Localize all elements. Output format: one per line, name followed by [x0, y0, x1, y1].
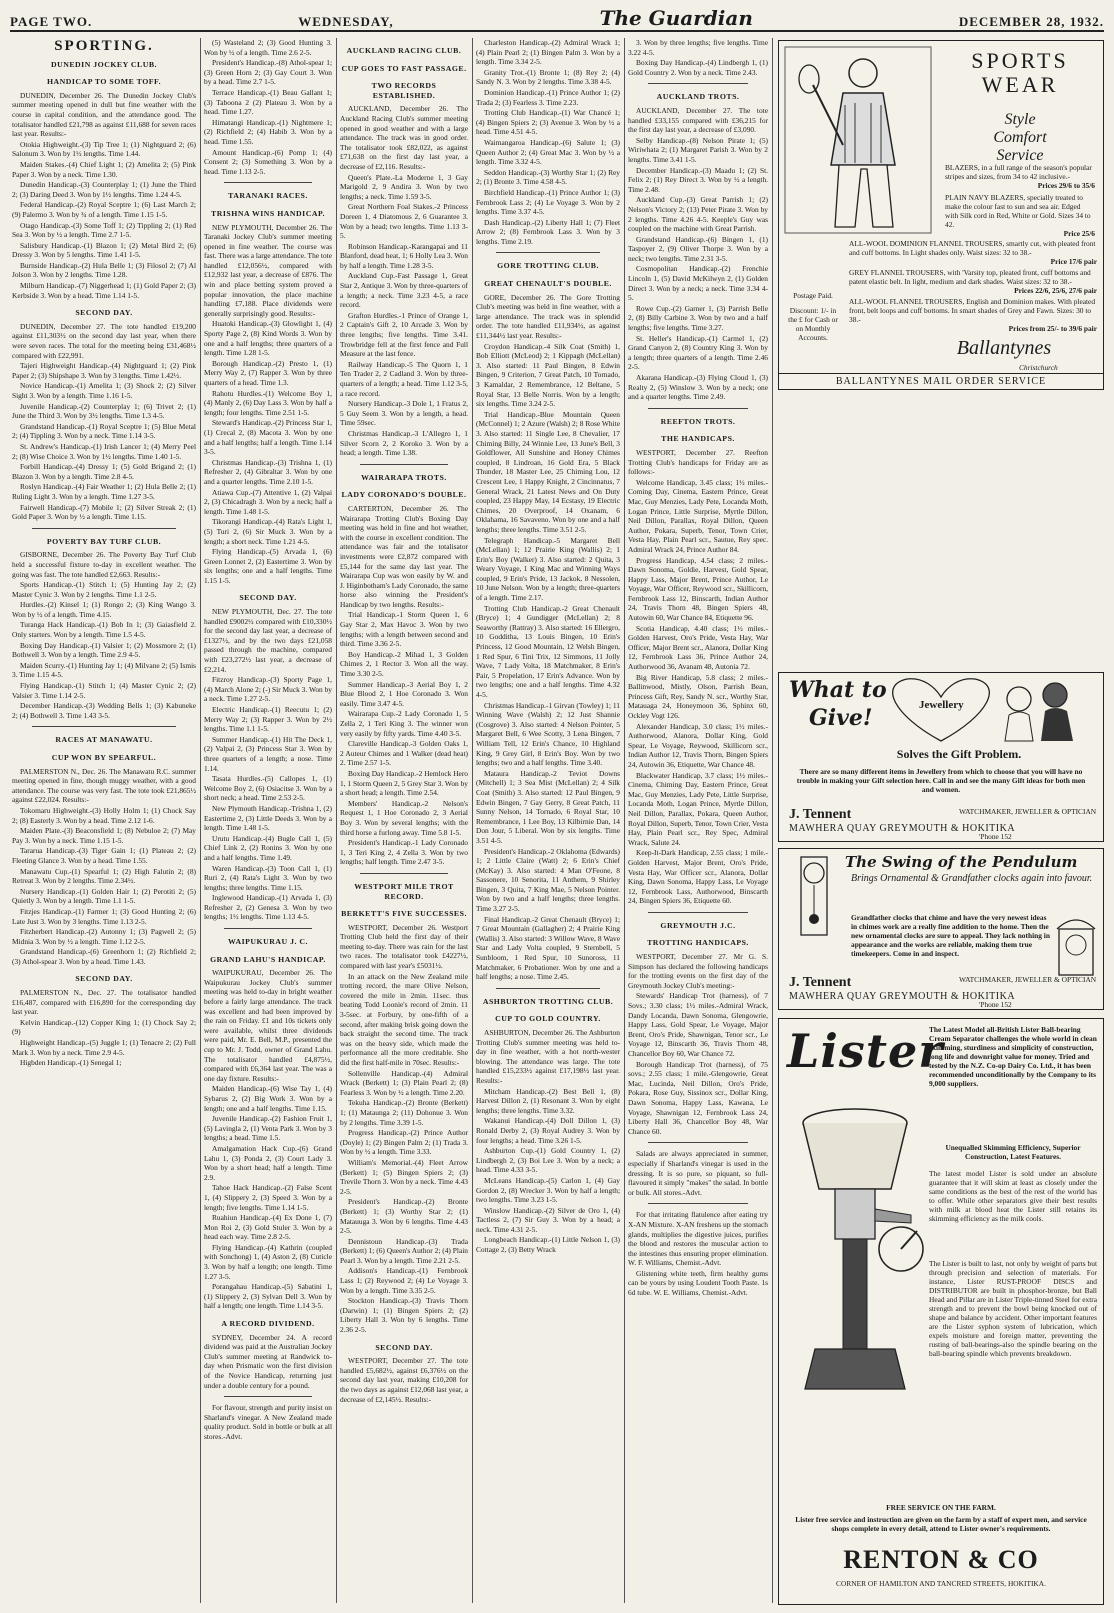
article-subheading: SECOND DAY.: [375, 1342, 433, 1352]
result-text: Blackwater Handicap, 3.7 class; 1½ miles.-Cinema, Chiming Day, Eastern Prince, Great Mac, Guy Menzies, Lady Pete, Little Surprise, Locanda Moth, Logan Prince, Myrtle Dillon, Neil Dillon, Parallax, Pokara, Queen Author, Royal Dillon, Superb, Tenor, Town Crier, Vesta Hay, Plain Pearl scr., Rey Spec, Admiral Wrack, Salute 24.: [628, 770, 768, 847]
clock-icon: [785, 855, 843, 937]
article-text: CARTERTON, December 26. The Wairarapa Trotting Club's Boxing Day meeting was held in fine and hot weather, with the course in excellent condition. The attendance was fair and the totalisator investments were £2,872 compared with £5,144 for the same day last year. The Wairarapa Cup was won easily by W. and J. Higinbotham's Lady Coronado, the same horse also winning the President's Handicap by two lengths. Results:-: [340, 503, 468, 609]
ad-headline: The Swing of the Pendulum: [845, 853, 1078, 871]
section-heading: SPORTING.: [54, 38, 154, 54]
result-text: Cosmopolitan Handicap.-(2) Frenchie Lincoln 1, (5) David McKilwyn 2, (1) Golden Direct 3. Won by a neck; a neck. Time 3.34 4-5.: [628, 264, 768, 303]
result-text: Members' Handicap.-2 Nelson's Request 1, 1 Hoe Coronado 2, 3 Aerial Boy 3. Won by several lengths; with the third horse a furlong away. Time 5.8 1-5.: [340, 798, 468, 837]
column-rule: [624, 38, 625, 1603]
ad-trade: WATCHMAKER, JEWELLER & OPTICIAN: [959, 807, 1097, 816]
result-text: Highweight Handicap.-(5) Juggle 1; (1) Tenacre 2; (2) Full Mark 3. Won by a neck. Time 2.9 4-5.: [12, 1038, 196, 1057]
column-rule: [200, 38, 201, 1603]
article-heading: AUCKLAND TROTS.: [656, 92, 740, 102]
article-text: ASHBURTON, December 26. The Ashburton Trotting Club's summer meeting was held to-day in fine weather, with a hot north-wester blowing. The attendance was large. The tote handled £15,233½ against £17,198½ last year. Results:-: [476, 1028, 620, 1085]
result-text: Turanga Hack Handicap.-(1) Bob In 1; (3) Gaiasfield 2. Only starters. Won by a length. Time 1.5 4-5.: [12, 620, 196, 640]
result-text: Railway Handicap.-5 The Quorn 1, 1 Ten Trader 2, 2 Cadland 3. Won by three-quarters of a length; a head. Time 1.12 3-5, a race record.: [340, 359, 468, 398]
ad-subheading: Solves the Gift Problem.: [896, 747, 1022, 761]
result-text: President's Handicap.-(2) Bronte (Berkett) 1; (3) Worthy Star 2; (1) Matauuga 3. Won by 6 lengths. Time 4.43 2-5.: [340, 1197, 468, 1236]
result-text: Welcome Handicap, 3.45 class; 1½ miles.-Coming Day, Cinema, Eastern Prince, Great Mac, Guy Menzies, Lady Pete, Locanda Moth, Logan Prince, Little Surprise, Myrtle Dillon, Neil Dillon, Parallax, Royal Dillon, Queen Author, Pokara, Superb, Tenor, Town Crier, Vesta Hay, Plain Pearl scr., Sautue, Rey spec. Admiral Wrack 24, Prince Author 84.: [628, 477, 768, 554]
product-price: Price 17/6 pair: [1050, 257, 1097, 266]
result-text: Selby Handicap.-(8) Nelson Pirate 1; (5) Wiriwhata 2; (1) Margaret Parish 3. Won by 2 lengths. Time 3.41 1-5.: [628, 135, 768, 164]
product-price: Prices 29/6 to 35/6: [1037, 181, 1095, 190]
result-text: Porangahau Handicap.-(5) Sabatini 1, (1) Slippery 2, (3) Sylvan Dell 3. Won by half a length; one length. Time 1.14 3-5.: [204, 1282, 332, 1311]
result-text: Maiden Scurry.-(1) Hunting Jay 1; (4) Milvane 2; (5) Ismis 3. Time 1.15 4-5.: [12, 660, 196, 680]
article-subheading: BERKETT'S FIVE SUCCESSES.: [341, 909, 467, 919]
result-text: Waimangaroa Handicap.-(6) Salute 1; (3) Queen Author 2; (4) Great Mac 3. Won by ½ a length. Time 3.32 4-5.: [476, 137, 620, 167]
article-heading: POVERTY BAY TURF CLUB.: [46, 536, 162, 546]
day-label: WEDNESDAY,: [298, 14, 394, 29]
result-text: Tekuha Handicap.-(2) Bronte (Berkett) 1; (1) Mataunga 2; (11) Dohonue 3. Won by 2 lengths. Time 3.39 1-5.: [340, 1098, 468, 1127]
divider: [648, 83, 748, 84]
article-text: DUNEDIN, December 27. The tote handled £19,200 against £11,303½ on the second day last year, when there were seven races. The total for the meeting being £31,468½ compared with £22,991.: [12, 321, 196, 360]
result-text: Juvenile Handicap.-(2) Counterplay 1; (6) Trivet 2; (1) June the Third 3. Won by 3½ lengths. Time 1.3 4-5.: [12, 401, 196, 421]
result-text: New Plymouth Handicap.-Trishna 1, (2) Eastertime 2, (3) Little Deeds 3. Won by a length. Time 1.48 1-5.: [204, 803, 332, 833]
article-subheading: SECOND DAY.: [75, 974, 133, 984]
ad-footer: BALLANTYNES MAIL ORDER SERVICE: [779, 373, 1103, 387]
result-text: Flying Handicap.-(5) Arvada 1, (6) Green Lonnet 2, (2) Eastertime 3. Won by six lengths; one and a half lengths. Time 1.15 1-5.: [204, 547, 332, 585]
result-text: December Handicap.-(3) Wedding Bells 1; (3) Kabuneke 2; (4) Bothwell 3. Time 1.43 3-5.: [12, 701, 196, 720]
masthead: [10, 4, 1104, 32]
result-text: Fitzherbert Handicap.-(2) Autonny 1; (3) Pagwell 2; (5) Midnia 3. Won by ½ a length. Time 1.12 2-5.: [12, 927, 196, 946]
product-description: ALL-WOOL FLANNEL TROUSERS, English and Dominion makes. With pleated front, belt loops and cuff bottoms. In smart shades of Grey and Fawn. Sizes: 30 to 38.-: [849, 297, 1096, 324]
result-text: Sollenville Handicap.-(4) Admiral Wrack (Berkett) 1; (3) Plain Pearl 2; (8) Fearless 3. Won by ½ a length. Time 2.20.: [340, 1068, 468, 1097]
result-text: Nursery Handicap.-3 Dole 1, 1 Fratus 2, 5 Guy Seem 3. Won by a length, a head. Time 59sec.: [340, 399, 468, 428]
result-text: Otago Handicap.-(3) Some Toff 1; (2) Tippling 2; (1) Red Sea 3. Won by ½ a length. Time 2.7 1-5.: [12, 220, 196, 240]
ad-headline: What to: [789, 677, 887, 703]
product-price: Prices from 25/- to 39/6 pair: [1008, 324, 1097, 333]
ad-phone: 'Phone 152: [979, 832, 1012, 841]
article-text: PALMERSTON N., Dec. 27. The totalisator handled £16,487, compared with £16,890 for the corresponding day last year.: [12, 988, 196, 1017]
divider: [648, 1203, 748, 1204]
column-3: [340, 38, 468, 1603]
result-text: Huatoki Handicap.-(3) Glowlight 1, (4) Sporty Page 2, (8) Kind Words 3. Won by one and a half lengths; three quarters of a length. Time 1.28 1-5.: [204, 319, 332, 358]
article-text: GORE, December 26. The Gore Trotting Club's meeting was held in fine weather, with a large attendance. The track was in splendid order. The tote handled £11,934½, as against £11,344½ last year. Results:-: [476, 292, 620, 341]
result-text: Juvenile Handicap.-(2) Fashion Fruit 1, (5) Lavingla 2, (1) Venta Park 3. Won by 3 lengths; a head. Time 1.5.: [204, 1114, 332, 1143]
result-text: Trial Handicap.-Blue Mountain Queen (McConnel) 1; 2 Azure (Walsh) 2; 8 Rose White 3. Also started: 11 Single Lee, 8 Chevalier, 17 Chiming Billy, 24 Winnie Lee, 13 June's Bell, 3 Goldflower, All Sunshine and Honey Chimes coupled, 8 Lindroan, 16 Gold Era, 5 Black Thunder, 18 Master Lee, 25 Chiming Lou, 12 Crescent Lee, 1 Happy Knight, 2 Cincinnatus, 7 General Wrack, 21 Latest News and On Duty coupled, 23 Happy May, 14 Ecstasy, 19 Electric Chimes, 20 Overproof, 14 Oxanam, 6 Oklahama, 16 Savaveno. Won by one and a half lengths; three lengths. Time 3.51 2-5.: [476, 409, 620, 534]
result-text: Boxing Day Handicap.-(1) Valsier 1; (2) Mossmore 2; (1) Bothwell 3. Won by a length. Time 2.9 4-5.: [12, 640, 196, 660]
result-text: Dunedin Handicap.-(3) Counterplay 1; (1) June the Third 2; (3) Daring Deed 3. Won by 1½ lengths. Time 1.24 4-5.: [12, 180, 196, 199]
result-text: Croydon Handicap.-4 Silk Coat (Smith) 1, Bob Elliott (McLeod) 2; 1 Kippagh (McLellan) 3. Also started: 11 Paul Bingen, 8 Edwin Bingen, 9 Criterion, 7 Great Patch, 10 Tornado, 3 Kamaldar, 2 Remembrance, 12 Beltane, 5 Royal Star, 13 Belle Norris. Won by a length; six lengths. Time 3.24 2-5.: [476, 341, 620, 409]
result-text: Tikorangi Handicap.-(4) Rata's Light 1, (5) Turi 2, (6) Sir Muck 3. Won by a length; a short neck. Time 1.21 4-5.: [204, 517, 332, 546]
advert-text: For flavour, strength and purity insist on Sharland's vinegar. A New Zealand made quality product. Sold in bottle or bulk at all stores.-Advt.: [204, 1403, 332, 1441]
result-text: Great Northern Foal Stakes.-2 Princess Doreen 1, 4 Diatomous 2, 6 Guarantee 3. Won by a head; two lengths. Time 1.13 3-5.: [340, 202, 468, 241]
result-text: Forbill Handicap.-(4) Dressy 1; (5) Gold Brigand 2; (1) Blazon 3. Won by a length. Time 2.8 4-5.: [12, 462, 196, 481]
article-text: AUCKLAND, December 27. The tote handled £33,155 compared with £36,215 for the first day last year, a decrease of £3,090.: [628, 105, 768, 135]
article-subheading: TWO RECORDS ESTABLISHED.: [371, 81, 437, 100]
article-heading: WESTPORT MILE TROT RECORD.: [354, 881, 454, 901]
divider: [32, 528, 176, 529]
ad-address: CORNER OF HAMILTON AND TANCRED STREETS, HOKITIKA.: [836, 1579, 1046, 1588]
divider: [648, 1142, 748, 1143]
result-text: Amalgamation Hack Cup.-(6) Grand Lahu 1, (3) Ponda 2, (3) Court Lady 3. Won by a short head; half a length. Time 2.9.: [204, 1143, 332, 1182]
result-text: Higbden Handicap.-(1) Senegal 1;: [20, 1058, 122, 1068]
discount-note: Discount: 1/- in the £ for Cash or on Monthly Accounts.: [788, 306, 838, 342]
article-subheading: THE HANDICAPS.: [661, 434, 735, 444]
article-subheading: GRAND LAHU'S HANDICAP.: [210, 954, 326, 964]
ad-address: MAWHERA QUAY GREYMOUTH & HOKITIKA: [789, 823, 1016, 834]
result-text: Longbeach Handicap.-(1) Little Nelson 1, (3) Cottage 2, (3) Betty Wrack: [476, 1235, 620, 1255]
result-text: Dash Handicap.-(2) Liberty Hall 1; (7) Fleet Arrow 2; (8) Fernbrook Lass 3. Won by 3 lengths. Time 2.19.: [476, 217, 620, 246]
result-text: Mataura Handicap.-2 Teviot Downs (Mitchell) 1; 3 Sea Mist (McLellan) 2; 4 Silk Coat (Smith) 3. Also started: 12 Paul Bingen, 9 Edwin Bingen, 7 Gay Gerry, 8 Great Patch, 11 Sunny Nelson, 14 Tornado, 6 Royal Star, 10 Remembrance, 1 Lee Boy, 13 Kilbirnie Dan, 14 Don Jour, 5 Liberal. Won by six lengths. Time 3.51 4-5.: [476, 768, 620, 845]
result-text: Borough Handicap Trot (harness), of 75 sovs.; 2.55 class; 1 mile.-Glengowrie, Great Mac, Lucinda, Neil Dillon, Oro's Pride, Pokara, Rose Guy, Sissinox scr., Dollar King, Dawn Sonoma, Happy Lass, Kawana, Le Voyage, Shawnigan 12, Fernbrook Lass 24, Liberty Hall 36, Chancellor Boy 48, War Chance 60.: [628, 1059, 768, 1136]
result-text: Hurdles.-(2) Kinsel 1; (1) Rongo 2; (3) King Wango 3. Won by ½ of a length. Time 4.15.: [12, 600, 196, 619]
product-description: GREY FLANNEL TROUSERS, with 'Varsity top, pleated front, cuff bottoms and patent elastic belt. In light, medium and dark shades. Waist sizes: 32 to 38.-: [849, 268, 1091, 286]
article-subheading: SECOND DAY.: [75, 308, 133, 318]
result-text: Grandstand Handicap.-(6) Bingen 1, (1) Taspoyer 2, (9) Oliver Thorpe 3. Won by a neck; two lengths. Time 2.31 3-5.: [628, 234, 768, 263]
article-heading: ASHBURTON TROTTING CLUB.: [482, 996, 614, 1006]
result-text: Grandstand Handicap.-(1) Royal Sceptre 1; (5) Blue Metal 2; (4) Tippling 3. Won by a neck. Time 1.14 3-5.: [12, 421, 196, 441]
result-text: Queen's Plate.-La Moderne 1, 3 Gay Marigold 2, 9 Andira 3. Won by two lengths; a neck. Time 1.59 3-5.: [340, 172, 468, 201]
article-heading: WAIRARAPA TROTS.: [361, 472, 447, 482]
result-text: Nursery Handicap.-(1) Golden Hair 1; (2) Perotiti 2; (5) Quietly 3. Won by a length. Time 1.1 1-5.: [12, 886, 196, 906]
result-text: Summer Handicap.-(1) Hit The Deck 1, (2) Valpai 2, (3) Princess Star 3. Won by three quarters of a length; a nose. Time 1.14.: [204, 734, 332, 773]
divider: [360, 464, 448, 465]
ad-service-heading: FREE SERVICE ON THE FARM.: [886, 1503, 996, 1512]
ad-body: The Lister is built to last, not only by weight of parts but through precision and selection of materials. For instance, Lister RUST-PROOF DISCS and DISTRIBUTOR are built in phosphor-bronze, but Ball Head and Pillar are in Lister Triple-tinned Steel for extra strength and to prevent the bowl being knocked out of shape and balance by accident. Other important features are the Lister syphon system of lubrication, which expels moisture and foreign matter, preventing the rusting of ball-bearings-also the spindle bearing on the ball-bearing spindle which prevents breakdown.: [929, 1259, 1097, 1358]
result-text: Clareville Handicap.-3 Golden Oaks 1, 2 Auteur Chimes and 1 Walker (dead heat) 2. Time 2.57 1-5.: [340, 739, 468, 768]
article-subheading: GREAT CHENAULT'S DOUBLE.: [484, 279, 612, 289]
result-text: Granity Trot.-(1) Bronte 1; (8) Rey 2; (4) Sandy N. 3. Won by 2 lengths. Time 3.38 4-5.: [476, 67, 620, 87]
divider: [224, 182, 312, 183]
article-text: NEW PLYMOUTH, December 26. The Taranaki Jockey Club's summer meeting opened in fine weather. The course was fast. There was a large attendance. The tote handled £12,056½, compared with £12,932 last year, a decrease of £876. The win and place betting system proved a popular innovation, the place machine handling £7,188. Place dividends were generally surprisingly good. Results:-: [204, 222, 332, 318]
result-text: Rowe Cup.-(2) Garner 1, (3) Parrish Belle 2, (8) Billy Carbine 3. Won by two and a half lengths; five lengths. Time 3.27.: [628, 303, 768, 333]
result-text: Otokia Highweight.-(3) Tip Tree 1; (1) Nightguard 2; (6) Salonum 3. Won by 1½ lengths. Time 1.44.: [12, 139, 196, 159]
result-text: Auckland Cup.-(3) Great Parrish 1; (2) Nelson's Victory 2; (13) Peter Pirate 3. Won by 2 lengths. Time 4.26 4-5. Keeple's Guy was coupled on the machine with Great Parrish.: [628, 195, 768, 234]
article-subheading: TROTTING HANDICAPS.: [647, 938, 749, 948]
signature-logo: Ballantynes: [956, 337, 1052, 359]
result-text: Fitzjes Handicap.-(1) Farmer 1; (3) Good Hunting 2; (6) Late Just 3. Won by 3 lengths. Time 1.13 2-5.: [12, 906, 196, 926]
divider: [224, 928, 312, 929]
result-text: Urutu Handicap.-(4) Bugle Call 1, (5) Chief Link 2, (2) Ronins 3. Won by one and a half lengths. Time 1.49.: [204, 833, 332, 862]
result-text: Terrace Handicap.-(1) Beau Gallant 1; (3) Taboona 2 (2) Plateau 3. Won by a head. Time 1.27.: [204, 87, 332, 117]
result-text: Tajeri Highweight Handicap.-(4) Nightguard 1; (2) Pink Paper 2; (3) Shipshape 3. Won by 3 lengths. Time 1.42½.: [12, 361, 196, 380]
advert-text: For that irritating flatulence after eating try X-AN Mixture. X-AN freshens up the stomach glands, multiplies the digestive juices, purifies the blood and restores the muscular action to the intestines thus ensuring proper elimination. W. F. Williams, Chemist.-Advt.: [628, 1210, 768, 1268]
sportsman-illustration: [783, 45, 933, 235]
result-text: Fitzroy Handicap.-(3) Sporty Page 1, (4) March Alone 2; (-) Sir Muck 3. Won by a neck. Time 1.27 2-5.: [204, 675, 332, 704]
article-heading: DUNEDIN JOCKEY CLUB.: [50, 59, 158, 69]
divider: [648, 408, 748, 409]
result-text: Burnside Handicap.-(2) Hula Belle 1; (3) Filosol 2; (7) Al Jolson 3. Won by 2 lengths. Time 1.28.: [12, 260, 196, 280]
article-heading: A RECORD DIVIDEND.: [221, 1319, 315, 1329]
divider: [496, 988, 600, 989]
result-text: St. Heller's Handicap.-(1) Carmel 1, (2) Grand Canyon 2, (8) Country King 3. Won by a length; three quarters of a length. Time 2.46 2-5.: [628, 333, 768, 372]
ad-headline: Give!: [809, 705, 873, 731]
result-text: Ashburton Cup.-(1) Gold Country 1, (2) Lindbergh 2, (3) Boi Lee 3. Won by a neck; a head. Time 4.33 3-5.: [476, 1146, 620, 1175]
column-rule: [336, 38, 337, 1603]
ad-subheading: Brings Ornamental & Grandfather clocks again into favour.: [851, 873, 1093, 884]
result-text: Alexander Handicap, 3.0 class; 1½ miles.-Authorwood, Alanora, Dollar King, Gold Spear, Le Voyage, Reywood, Skillicorn scr., Indian Author 12, Travis Thorn, Bingen Spiers 24, Autowin 36, Etiquette, War Chance 48.: [628, 721, 768, 769]
divider: [32, 726, 176, 727]
mantel-clock-icon: [1053, 909, 1099, 979]
result-text: Waren Handicap.-(3) Toon Call 1, (1) Ruri 2, (4) Rata's Light 3. Won by two lengths; three lengths. Time 1.15.: [204, 863, 332, 892]
result-text: Tahoe Hack Handicap.-(2) False Scent 1, (4) Slippery 2, (3) Speed 3. Won by a length; five lengths. Time 1.14 1-5.: [204, 1183, 332, 1212]
ad-address: MAWHERA QUAY GREYMOUTH & HOKITIKA: [789, 991, 1016, 1002]
ad-service-text: Lister free service and instruction are given on the farm by a staff of expert men, and service shops complete in every detail, attend to Lister owner's requirements.: [795, 1515, 1087, 1533]
postage-note: Postage Paid.: [793, 291, 833, 300]
article-heading: GREYMOUTH J.C.: [660, 920, 736, 930]
article-text: WAIPUKURAU, December 26. The Waipukurau Jockey Club's summer meeting was held to-day in bright weather before a fairly large attendance. The track was excellent and had been improved by the rain on Friday. £1 and 10s tickets only were available, whilst three dividends were paid, Mr. E. Bell, M.P., presented the cup to Mr. J. Todd, owner of Grand Lahu. The totalisator handled £4,875½, compared with £6,364 last year. The was a one day fixture. Results:-: [204, 968, 332, 1083]
result-text: Amount Handicap.-(6) Pomp 1; (4) Consent 2; (3) Something 3. Won by a head. Time 1.13 2-5.: [204, 147, 332, 176]
result-text: President's Handicap.-2 Oklahoma (Edwards) 1; 2 Little Claire (Watt) 2; 6 Erin's Chief (McKay) 3. Also started: 4 Man O'Feone, 8 Sassonere, 10 Senorita, 11 Anthem, 9 Shirley Bingen, 3 Quita, 7 King Mae, 5 Nelson Pointer. Won by two and a half lengths; three lengths. Time 3.27 2-5.: [476, 846, 620, 914]
result-text: Stewards' Handicap Trot (harness), of 7 Sovs.; 3.30 class; 1½ miles.-Admiral Wrack, Dandy Locanda, Dawn Sonoma, Glengowrie, Happy Lass, Gold Spear, Le Voyage, Major Brent, Oro's Pride, Shawnigan, Tenor scr., Le Voyage 12, Binscarth 36, Travis Thorn 48, Chancellor Boy 60, War Chance 72.: [628, 991, 768, 1058]
article-subheading: CUP GOES TO FAST PASSAGE.: [341, 63, 467, 73]
product-description: ALL-WOOL DOMINION FLANNEL TROUSERS, smartly cut, with pleated front and cuff bottoms. In Light shades only. Waist sizes: 32 to 38.-: [849, 239, 1096, 257]
ad-claim: Unequalled Skimming Efficiency, Superior Construction, Latest Features.: [945, 1143, 1081, 1161]
result-text: Federal Handicap.-(2) Royal Sceptre 1; (6) Last March 2; (9) Palermo 3. Won by ¾ of a length. Time 1.15 1-5.: [12, 200, 196, 219]
ad-trade: WATCHMAKER, JEWELLER & OPTICIAN: [959, 975, 1097, 984]
article-text: SYDNEY, December 24. A record dividend was paid at the Australian Jockey Club's summer meeting at Randwick to-day when Prismatic won the first division of the Novice Handicap, returning just under a double century for a pound.: [204, 1332, 332, 1390]
result-text: Milburn Handicap.-(7) Niggerhead 1; (1) Gold Paper 2; (3) Kerbside 3. Won by a head. Time 1.14 1-5.: [12, 281, 196, 300]
article-subheading: CUP WON BY SPEARFUL.: [51, 753, 157, 762]
result-text: Boy Handicap.-2 Mihad 1, 3 Golden Chimes 2, 1 Rector 3. Won all the way. Time 3.30 2-5.: [340, 649, 468, 679]
ad-headline: SPORTS: [971, 48, 1069, 73]
result-text: Sports Handicap.-(1) Stitch 1; (5) Hunting Jay 2; (2) Master Cynic 3. Won by 2 lengths. Time 1.1 2-5.: [12, 580, 196, 599]
ad-body: There are so many different items in Jewellery from which to choose that you will have no trouble in making your Gift selection here. Call in and see the many Gift ideas for both men and women.: [796, 767, 1086, 794]
article-text: WESTPORT, December 26. Westport Trotting Club held the first day of their meeting to-day. There was rain for the last two races. The totalisator took £4227½, compared with last year's £5031½.: [340, 922, 468, 971]
ad-intro: The Latest Model all-British Lister Ball-bearing Cream Separator challenges the whole world in clean skimming, sturdiness and simplicity of construction, long life and downright value for money. Tried and tested by the N.Z. Co-op Dairy Co. Ltd., it has been recommended unconditionally by the Company to its 9,000 suppliers.: [929, 1025, 1097, 1088]
ad-tagline: Service: [996, 147, 1044, 164]
result-text: Himatangi Handicap.-(1) Nightmere 1; (2) Richfield 2; (4) Habib 3. Won by a head. Time 1.55.: [204, 117, 332, 146]
article-heading: WAIPUKURAU J. C.: [228, 937, 308, 947]
column-rule: [472, 38, 473, 1603]
result-text: Dominion Handicap.-(1) Prince Author 1; (2) Trada 2; (3) Fearless 3. Time 2.23.: [476, 87, 620, 107]
product-price: Prices 22/6, 25/6, 27/6 pair: [1014, 286, 1097, 295]
result-text: Roslyn Handicap.-(4) Fair Weather 1; (2) Hula Belle 2; (1) Ruling Light 3. Won by a length. Time 1.27 3-5.: [12, 482, 196, 501]
result-text: William's Memorial.-(4) Fleet Arrow (Berkett) 1; (5) Bingen Spiers 2; (3) Trevile Thorn 3. Won by a neck. Time 4.43 2-5.: [340, 1157, 468, 1196]
divider: [496, 252, 600, 253]
article-text: PALMERSTON N., Dec. 26. The Manawatu R.C. summer meeting opened in fine, though muggy weather, with a good attendance. The course was very fast. The tote took £21,865½ against £22,024. Results:-: [12, 766, 196, 805]
article-heading: AUCKLAND RACING CLUB.: [346, 46, 462, 55]
result-text: Trotting Club Handicap.-(1) War Chancé 1; (4) Bingen Spiers 2; (3) Avenue 3. Won by ½ a head. Time 4.51 4-5.: [476, 108, 620, 137]
divider: [224, 1396, 312, 1397]
result-text: Flying Handicap.-(4) Kathrin (coupled with Sonchong) 1, (4) Aston 2, (8) Cuticle 3. Won by half a length; one length. Time 1.27 3-5.: [204, 1242, 332, 1281]
result-text: Akarana Handicap.-(3) Flying Cloud 1, (3) Realty 2, (5) Winslow 3. Won by a neck; one and a quarter lengths. Time 2.49.: [628, 373, 768, 402]
ad-body: Grandfather clocks that chime and have the very newest ideas in chimes work are a really fine addition to the home. Then the new ornamental clocks are sure to appeal. They lack nothing in appearance and the works are reliable, making them true timekeepers. Come in and inspect.: [851, 913, 1050, 958]
article-heading: REEFTON TROTS.: [660, 416, 736, 426]
result-text: Manawatu Cup.-(1) Spearful 1; (2) High Falutin 2; (8) Retreat 3. Won by 2 lengths. Time 2.34½.: [12, 866, 196, 886]
result-text: Kelvin Handicap.-(12) Copper King 1; (1) Chock Say 2; (9): [12, 1017, 196, 1037]
ad-firm: J. Tennent: [789, 975, 852, 990]
result-text: Maiden Plate.-(3) Beaconsfield 1; (8) Nebuloe 2; (7) May Pay 3. Won by a neck. Time 1.15 1-5.: [12, 826, 196, 845]
result-text: Atiawa Cup.-(7) Attentive 1, (2) Valpai 2, (3) Chicadragh 3. Won by a neck; half a length. Time 1.48 1-5.: [204, 487, 332, 516]
article-subheading: TRISHNA WINS HANDICAP.: [211, 208, 325, 218]
result-text: Trial Handicap.-1 Storm Queen 1, 6 Gay Star 2, Max Havoc 3. Won by two lengths; with a length between second and third. Time 3.36 2-5.: [340, 610, 468, 649]
article-heading: TARANAKI RACES.: [228, 191, 308, 201]
result-text: Stockton Handicap.-(3) Travis Thorn (Darwin) 1; (1) Bingen Spiers 2; (2) Liberty Hall 3. Won by 6 lengths. Time 2.36 2-5.: [340, 1296, 468, 1335]
date-label: DECEMBER 28, 1932.: [958, 14, 1104, 29]
ad-phone: 'Phone 152: [979, 1000, 1012, 1009]
divider: [360, 873, 448, 874]
result-text: President's Handicap.-(8) Athol-spear 1; (3) Green Horn 2; (3) Gay Court 3. Won by a head. Time 2.7 1-5.: [204, 58, 332, 87]
result-text: Wairarapa Cup.-2 Lady Coronado 1, 5 Zella 2, 1 Teri King 3. The winner won very easily by fifty yards. Time 4.40 3-5.: [340, 709, 468, 738]
result-text: Boxing Day Handicap.-(4) Lindbergh 1, (1) Gold Country 2. Won by a neck. Time 2.43.: [628, 58, 768, 77]
result-text: Tokomaru Highweight.-(3) Holly Holm 1; (1) Chock Say 2; (8) Easterly 3. Won by a head. Time 2.12 1-6.: [12, 805, 196, 825]
article-text: In an attack on the New Zealand mile trotting record, the mare Olive Nelson, covered the mile in 2min. 11sec. thus beating Todd Loonie's record of 2min. 11 3-5sec. at Forbury, by one-fifth of a second, after making brisk going down the back straight the second time. The track was on the heavy side, which made the performance all the more creditable. She did the first half-mile in 70sec. Results:-: [340, 971, 468, 1067]
article-text: NEW PLYMOUTH, Dec. 27. The tote handled £9002½ compared with £10,330½ for the second day last year, a decrease of £1327½, and by the two days £21,058 passed through the machine, compared with £23,272½ last year, a decrease of £2,214.: [204, 607, 332, 674]
column-rule: [772, 38, 773, 1603]
ad-firm: RENTON & CO: [843, 1545, 1039, 1574]
result-text: Big River Handicap, 5.8 class; 2 miles.-Ballinwood, Mistly, Olson, Parrish Bean, Princess Gift, Rey, Sandy N. scr., Worthy Star, Matauaga 24, Honeymoon 36, Sphinx 60, Ockley Vogt 126.: [628, 672, 768, 720]
result-text: Boxing Day Handicap.-2 Hemlock Hero 1, 1 Storm Queen 2, 5 Grey Star 3. Won by a short head; a length. Time 2.54.: [340, 768, 468, 798]
result-text: Inglewood Handicap.-(1) Arvada 1, (3) Refresher 2, (2) Genesa 3. Won by two lengths; 1½ lengths. Time 1.13 4-5.: [204, 893, 332, 922]
ad-subheading: Jewellery: [919, 699, 964, 711]
tennent-clock-ad: [778, 848, 1104, 1010]
result-text: Auckland Cup.-Fast Passage 1, Great Star 2, Antique 3. Won by three-quarters of a length; a neck. Time 3.23 4-5, a race record.: [340, 271, 468, 310]
lister-separator-ad: [778, 1018, 1104, 1605]
result-text: Maiden Stakes.-(4) Chief Light 1; (2) Amelita 2; (5) Pink Paper 3. Won by a neck. Time 1.30.: [12, 159, 196, 179]
result-text: Novice Handicap.-(1) Amelita 1; (3) Shock 2; (2) Silver Sight 3. Won by a length. Time 1.16 1-5.: [12, 381, 196, 400]
product-description: BLAZERS, in a full range of the season's popular stripes and sizes, from 34 to 42 inclusive.-: [945, 163, 1092, 181]
article-text: AUCKLAND, December 26. The Auckland Racing Club's summer meeting opened in good weather and with a large attendance. The track was in good order. The totalisator took £82,022, as against £71,638 on the first day last year, a decrease of £2,116. Results:-: [340, 104, 468, 171]
article-text: DUNEDIN, December 26. The Dunedin Jockey Club's summer meeting opened in dull but fine weather with the course in capital condition, and the attendance good. The totalisator handled £21,798 as against £11,688 for seven races last year. Results:-: [12, 90, 196, 139]
article-heading: RACES AT MANAWATU.: [55, 735, 153, 745]
result-text: Christmas Handicap.-1 Girvan (Towley) 1; 11 Winning Wave (Walsh) 2; 12 Just Shannie (Cosgrove) 3. Also started: 4 Nelson Pointer, 5 Margaret Bell, 6 Wee Scotty, 3 Lena Bingen, 7 William Tell, 12 Erin's Chance, 10 Highland King, 9 Grey Girl, 8 Erin's Boy. Won by two lengths; two and a half lengths. Time 3.40.: [476, 700, 620, 768]
result-text: (5) Wasteland 2; (3) Good Hunting 3. Won by ½ of a length. Time 2.6 2-5.: [204, 38, 332, 57]
article-subheading: HANDICAP TO SOME TOFF.: [46, 77, 162, 87]
column-1: [12, 38, 196, 1603]
page-label: PAGE TWO.: [10, 14, 93, 29]
result-text: Addison's Handicap.-(1) Fernbrook Lass 1; (2) Reywood 2; (4) Le Voyage 3. Won by a length. Time 3.35 2-5.: [340, 1266, 468, 1295]
result-text: Progress Handicap, 4.54 class; 2 miles.-Dawn Sonoma, Goldie, Harvest, Gold Spear, Happy Lass, Major Brent, Prince Author, Le Voyage, War Officer, Reywood scr., Skillicorn, Fernbrook Lass 12, Binscarth, Indian Author 24, Travis Thorn 48, Bingen Spiers 48, Autowin 60, War Chance 84, Etiquette 96.: [628, 555, 768, 623]
result-text: Keep-It-Dark Handicap, 2.55 class; 1 mile.-Golden Harvest, Major Brent, Oro's Pride, Vesta Hay, War Officer scr., Alanora, Dollar King, Dawn Sonoma, Happy Lass, Le Voyage 12, Fernbrook Lass, Authorwood, Binscarth 24, Bingen Spiers 36, Etiquette 60.: [628, 848, 768, 906]
result-text: Scotia Handicap, 4.40 class; 1½ miles.-Golden Harvest, Oro's Pride, Vesta Hay, War Officer, Major Brent scr., Alanora, Dollar King 12, Fernbrook Lass 36, Prince Author 24, Authorwood 36, Avanam 48, Autonia 72.: [628, 623, 768, 672]
advert-text: Salads are always appreciated in summer, especially if Sharland's vinegar is used in the dressing. It is so pure, so piquant, so full-flavoured it simply "makes" the salad. In bottle or bulk. All stores.-Advt.: [628, 1149, 768, 1197]
result-text: St. Andrew's Handicap.-(1) Irish Lancer 1; (4) Merry Peel 2; (8) Wise Choice 3. Won by 1½ lengths. Time 1.40 1-5.: [12, 441, 196, 461]
article-heading: GORE TROTTING CLUB.: [497, 261, 599, 271]
brand-logo: Lister: [787, 1024, 944, 1078]
result-text: Trotting Club Handicap.-2 Great Chenault (Bryce) 1; 4 Gundigger (McLellan) 2; 8 Seaworthy (Rattray) 3. Also started: 16 Ellergro, 10 Godditha, 13 Louis Bingen, 10 Erin's Princess, 12 Good Mountain, 12 Welsh Bingen, 1 Red Spur, 6 Tini Trix, 12 Simmons, 11 Jolly Wave, 7 Lady Volta, 18 Matchmaker, 8 Erin's Pair, 5 Propelation, 17 Erin's Advance. Won by two lengths; one and a half lengths. Time 4.32 4-5.: [476, 603, 620, 699]
result-text: Telegraph Handicap.-5 Margaret Bell (McLellan) 1; 12 Prairie King (Wallis) 2; 1 Erin's Boy (Walker) 3. Also started: 2 Quita, 3 Weary Voyage, 1 King Mac and Winning Ways coupled, 9 Erin's Pride, 13 Jackok, 8 Nessolen, 10 June Nelson. Won by a length; three-quarters of a length. Time 2.17.: [476, 535, 620, 603]
result-text: Borough Handicap.-(2) Presto 1, (1) Merry Way 2, (7) Rapper 3. Won by three quarters of a head. Time 1.3.: [204, 358, 332, 387]
article-subheading: CUP TO GOLD COUNTRY.: [495, 1014, 601, 1024]
result-text: Flying Handicap.-(1) Stitch 1; (4) Master Cynic 2; (2) Valsier 3. Time 1.14 2-5.: [12, 681, 196, 700]
result-text: Electric Handicap.-(1) Reecutu 1; (2) Merry Way 2; (3) Rapper 3. Won by 2½ lengths. Time 1.1 1-5.: [204, 705, 332, 734]
divider: [648, 912, 748, 913]
result-text: Christmas Handicap.-3 L'Allegro 1, 1 Silver Scorn 2, 2 Koroko 3. Won by a head; a length. Time 1.38.: [340, 428, 468, 458]
result-text: Summer Handicap.-3 Aerial Boy 1, 2 Blue Blood 2, 1 Hoe Coronado 3. Won easily. Time 3.47 4-5.: [340, 679, 468, 708]
result-text: Rahotu Hurdles.-(1) Welcome Boy 1, (4) Manly 2, (6) Day Lass 3. Won by half a length; four lengths. Time 2.51 1-5.: [204, 388, 332, 417]
article-subheading: SECOND DAY.: [239, 593, 297, 603]
result-text: Christmas Handicap.-(3) Trishna 1, (1) Refresher 2, (4) Gibraltar 3. Won by one and a quarter lengths. Time 2.10 1-5.: [204, 457, 332, 486]
ad-body: The latest model Lister is sold under an absolute guarantee that it will skim at least as closely under the same conditions as the best of the rest of the world has to offer. While other separators give their best results with milk at blood heat the Lister still retains its skimming efficiency as the milk cools.: [929, 1169, 1097, 1223]
column-2: [204, 38, 332, 1603]
column-5: [628, 38, 768, 1603]
result-text: Fairwell Handicap.-(7) Mobile 1; (2) Silver Streak 2; (1) Gold Paper 3. Won by ½ a length. Time 1.15.: [12, 502, 196, 522]
ad-location: Christchurch: [1019, 363, 1058, 372]
ad-tagline: Style: [1004, 111, 1036, 128]
result-text: President's Handicap.-1 Lady Coronado 1, 3 Teri King 2, 4 Zella 3. Won by two lengths; half length. Time 2.47 3-5.: [340, 838, 468, 867]
result-text: Mitcham Handicap.-(2) Best Bell 1, (8) Harvest Dillon 2, (1) Resonant 3. Won by eight lengths; three lengths. Time 3.32.: [476, 1086, 620, 1115]
result-text: Winslow Handicap.-(2) Silver de Oro 1, (4) Tactless 2, (7) Sir Guy 3. Won by a head; a neck. Time 4.31 2-5.: [476, 1205, 620, 1234]
ad-tagline: Comfort: [993, 129, 1047, 146]
advert-text: Glistening white teeth, firm healthy gums can be yours by using Loudent Tooth Paste. 1s 6d tube. W. E. Williams, Chemist.-Advt.: [628, 1268, 768, 1298]
result-text: Wakanui Handicap.-(4) Doll Dillon 1, (3) Ronald Derby 2, (3) Royal Audrey 3. Won by four lengths; a head. Time 3.26 1-5.: [476, 1116, 620, 1145]
result-text: Robinson Handicap.-Karangapai and 11 Blanford, dead heat, 1; 6 Holly Lea 3. Won by half a length. Time 1.28 3-5.: [340, 241, 468, 270]
result-text: Tararua Handicap.-(3) Tiger Gain 1; (1) Plateau 2; (2) Fleeting Glance 3. Won by a head. Time 1.55.: [12, 846, 196, 865]
article-subheading: LADY CORONADO'S DOUBLE.: [341, 490, 467, 500]
result-text: Ruahiun Handicap.-(4) Ex Done 1, (7) Mon Roi 2, (3) Gold Stuler 3. Won by a head each way. Time 2.8 2-5.: [204, 1213, 332, 1242]
ad-headline: WEAR: [981, 72, 1059, 97]
result-text: Steward's Handicap.-(2) Princess Star 1, (1) Crecal 2, (8) Macota 3. Won by one and a half lengths; half a length. Time 1.14 3-5.: [204, 418, 332, 457]
article-text: GISBORNE, December 26. The Poverty Bay Turf Club held a successful fixture to-day in excellent weather. The going was fast. The tote handled £2,663. Results:-: [12, 550, 196, 579]
product-description: PLAIN NAVY BLAZERS, specially treated to make the colour fast to sun and sea air. Edged with Silk cord in Red, White or Gold. Sizes 34 to 42.: [945, 193, 1091, 229]
column-4: [476, 38, 620, 1603]
article-text: WESTPORT, December 27. The tote handled £5,682½, against £6,376½ on the second day last year, making £10,208 for the two days as against £12,068 last year, a decrease of £2,145½. Results:-: [340, 1356, 468, 1404]
result-text: Grafton Hurdles.-1 Prince of Orange 1, 2 Captain's Gift 2, 10 Arcade 3. Won by three lengths; five lengths. Time 3.41. Trowbridge fell at the first fence and Full Measure at the last fence.: [340, 310, 468, 359]
separator-illustration: [785, 1099, 925, 1399]
newspaper-title: The Guardian: [599, 6, 753, 30]
result-text: Dennistoun Handicap.-(3) Trada (Berkett) 1; (6) Queen's Author 2; (4) Plain Pearl 3. Won by a length. Time 2.21 2-5.: [340, 1236, 468, 1265]
result-text: Salisbury Handicap.-(1) Blazon 1; (2) Metal Bird 2; (6) Dressy 3. Won by 5 lengths. Time 1.41 1-5.: [12, 240, 196, 260]
result-text: Maiden Handicap.-(6) Wise Tay 1, (4) Sybarus 2, (2) Big Work 3. Won by a length; one and a half lengths. Time 1.15.: [204, 1084, 332, 1113]
tennent-jewellery-ad: [778, 672, 1104, 842]
result-text: Grandstand Handicap.-(6) Greenhorn 1; (2) Richfield 2; (3) Athol-spear 3. Won by a head. Time 1.43.: [12, 947, 196, 966]
ballantynes-sportswear-ad: [778, 40, 1104, 390]
result-text: Seddon Handicap.-(3) Worthy Star 1; (2) Rey 2; (1) Bronte 3. Time 4.58 4-5.: [476, 167, 620, 187]
result-text: Charleston Handicap.-(2) Admiral Wrack 1; (4) Plain Pearl 2; (1) Bingen Palm 3. Won by a length. Time 3.34 2-5.: [476, 38, 620, 67]
result-text: Progress Handicap.-(2) Prince Author (Doyle) 1; (2) Bingen Palm 2; (1) Trada 3. Won by ½ a length. Time 3.33.: [340, 1128, 468, 1157]
result-text: McLeans Handicap.-(5) Carlon 1, (4) Gay Gordon 2, (8) Wrecker 3. Won by half a length; two lengths. Time 3.23 1-5.: [476, 1175, 620, 1205]
result-text: Tasata Hurdles.-(5) Callopes 1, (1) Welcome Boy 2, (6) Osiacitse 3. Won by a short neck; a head. Time 2.53 2-5.: [204, 774, 332, 803]
ad-firm: J. Tennent: [789, 807, 852, 822]
article-text: WESTPORT, December 27. Reefton Trotting Club's handicaps for Friday are as follows:-: [628, 447, 768, 477]
result-text: December Handicap.-(3) Maadu 1; (2) St. Felix 2; (1) Rey Direct 3. Won by ½ a length. Time 2.48.: [628, 165, 768, 194]
article-text: WESTPORT, December 27. Mr G. S. Simpson has declared the following handicaps for the trotting events on the first day of the Greymouth Jockey Club's meeting:-: [628, 952, 768, 990]
result-text: 3. Won by three lengths; five lengths. Time 3.22 4-5.: [628, 38, 768, 57]
result-text: Birchfield Handicap.-(1) Prince Author 1; (3) Fernbrook Lass 2; (4) Le Voyage 3. Won by 2 lengths. Time 3.37 4-5.: [476, 187, 620, 217]
result-text: Final Handicap.-2 Great Chenault (Bryce) 1; 7 Great Mountain (Gallagher) 2; 4 Prairie King (Wallis) 3. Also started: 3 Willow Wave, 8 Wave Star and Lady Volta coupled, 9 Sternbell, 5 Sunbloom, 1 Red Spur, 10 Sunoross, 11 Matchmaker, 6 Probationer. Won by one and a half lengths; a nose. Time 2.45.: [476, 914, 620, 982]
product-price: Price 25/6: [1063, 229, 1095, 238]
